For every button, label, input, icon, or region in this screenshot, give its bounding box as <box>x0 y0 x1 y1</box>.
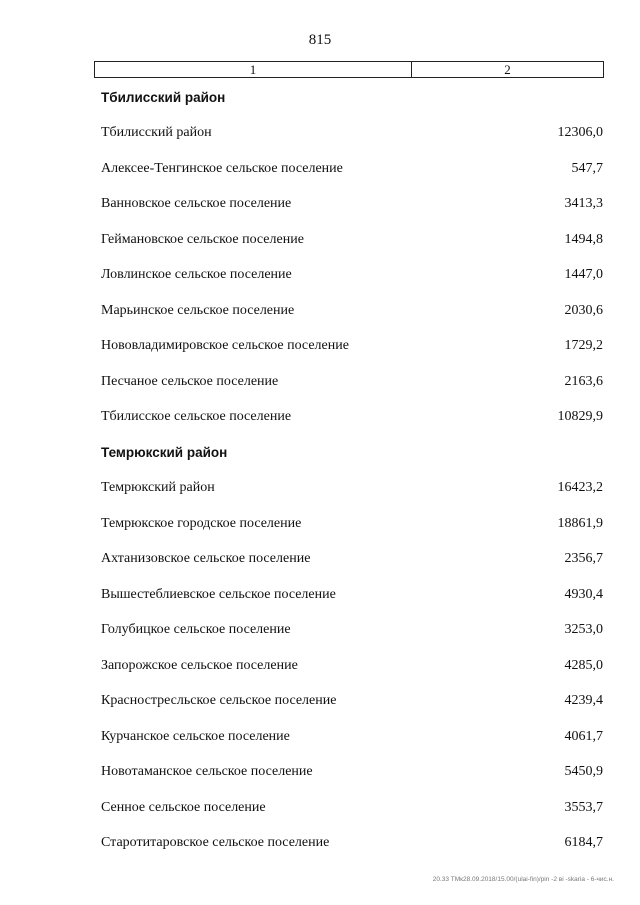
table-row <box>101 364 603 400</box>
table-row <box>101 471 603 507</box>
row-name: Марьинское сельское поселение <box>101 302 295 318</box>
row-name: Алексее-Тенгинское сельское поселение <box>101 160 343 176</box>
footer-stamp: 20.33 ТМк28.09.2018/15.00/(ulai-fin)/pin -2 вi -skaria - 6-чис.н. <box>432 876 614 883</box>
row-name: Нововладимировское сельское поселение <box>101 338 349 354</box>
table-row <box>101 116 603 152</box>
row-value: 4285,0 <box>564 657 603 673</box>
row-value: 547,7 <box>571 160 603 176</box>
table-row <box>101 506 603 542</box>
row-value: 3553,7 <box>564 799 603 815</box>
section-heading-row <box>101 80 603 116</box>
row-name: Запорожское сельское поселение <box>101 657 298 673</box>
row-name: Курчанское сельское поселение <box>101 728 290 744</box>
row-name: Темрюкское городское поселение <box>101 515 302 531</box>
table-row <box>101 648 603 684</box>
row-name: Старотитаровское сельское поселение <box>101 835 330 851</box>
table-row <box>101 151 603 187</box>
table-row <box>101 258 603 294</box>
row-name: Ловлинское сельское поселение <box>101 267 292 283</box>
page-number: 815 <box>308 32 332 48</box>
table-row <box>101 790 603 826</box>
section-heading: Тбилисский район <box>101 90 226 106</box>
row-name: Новотаманское сельское поселение <box>101 764 313 780</box>
table-row <box>101 613 603 649</box>
row-value: 3413,3 <box>564 196 603 212</box>
table-row <box>101 755 603 791</box>
row-name: Сенное сельское поселение <box>101 799 266 815</box>
row-value: 18861,9 <box>557 515 603 531</box>
row-value: 10829,9 <box>557 409 603 425</box>
row-value: 16423,2 <box>557 480 603 496</box>
table-row <box>101 577 603 613</box>
table-body <box>101 80 603 861</box>
row-value: 1494,8 <box>564 231 603 247</box>
table-row <box>101 719 603 755</box>
row-value: 12306,0 <box>557 125 603 141</box>
row-value: 4930,4 <box>564 586 603 602</box>
row-name: Темрюкский район <box>101 480 215 496</box>
table-row <box>101 400 603 436</box>
table-row <box>101 293 603 329</box>
row-value: 6184,7 <box>564 835 603 851</box>
row-value: 2163,6 <box>564 373 603 389</box>
row-name: Геймановское сельское поселение <box>101 231 304 247</box>
row-name: Ахтанизовское сельское поселение <box>101 551 311 567</box>
table-row <box>101 684 603 720</box>
row-name: Вышестеблиевское сельское поселение <box>101 586 336 602</box>
table-row <box>101 187 603 223</box>
table-header-col-1: 1 <box>95 62 412 77</box>
row-value: 4061,7 <box>564 728 603 744</box>
row-value: 2356,7 <box>564 551 603 567</box>
row-value: 3253,0 <box>564 622 603 638</box>
row-value: 1729,2 <box>564 338 603 354</box>
table-header-col-2: 2 <box>504 61 511 77</box>
row-name: Голубицкое сельское поселение <box>101 622 291 638</box>
table-row <box>101 329 603 365</box>
section-heading: Темрюкский район <box>101 445 228 461</box>
row-value: 4239,4 <box>564 693 603 709</box>
row-value: 5450,9 <box>564 764 603 780</box>
row-value: 1447,0 <box>564 267 603 283</box>
table-row <box>101 542 603 578</box>
table-row <box>101 826 603 862</box>
row-value: 2030,6 <box>564 302 603 318</box>
row-name: Тбилисский район <box>101 125 212 141</box>
row-name: Песчаное сельское поселение <box>101 373 279 389</box>
row-name: Тбилисское сельское поселение <box>101 409 292 425</box>
row-name: Ванновское сельское поселение <box>101 196 292 212</box>
section-heading-row <box>101 435 603 471</box>
table-row <box>101 222 603 258</box>
table-header <box>94 61 604 78</box>
row-name: Красностресльское сельское поселение <box>101 693 337 709</box>
